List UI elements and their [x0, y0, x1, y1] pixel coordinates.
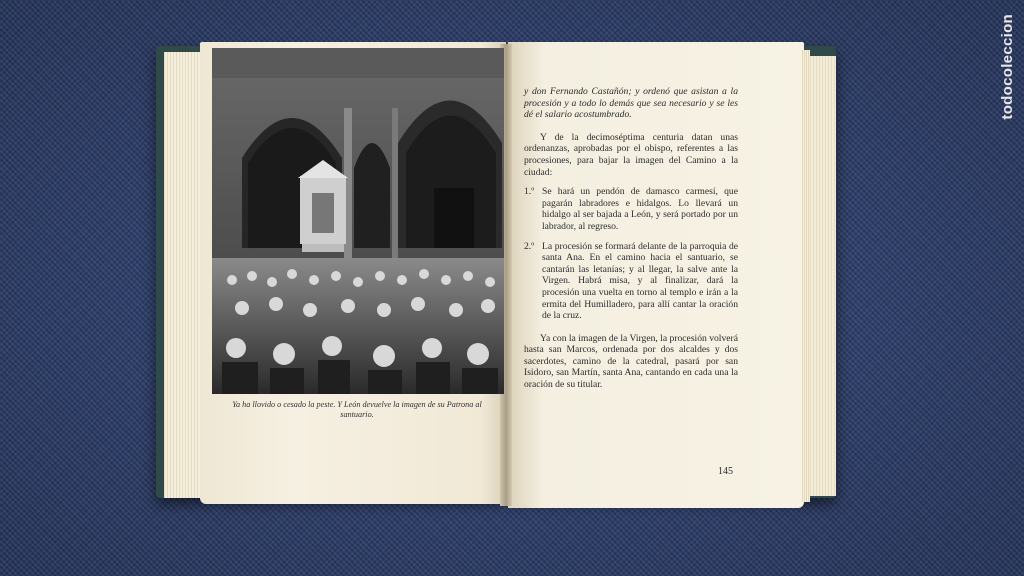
list-item	[524, 186, 738, 232]
page-number: 145	[718, 466, 733, 477]
list-item-text: Se hará un pendón de damasco carmesí, que pagarán labradores e hidalgos. Lo llevará un hidalgo al ser bajada a León, y será portado por un labrador, al regreso.	[542, 186, 738, 232]
photo-caption: Ya ha llovido o cesado la peste. Y León devuelve la imagen de su Patrona al santuario.	[232, 400, 482, 419]
watermark: todocoleccion	[999, 14, 1016, 120]
right-page-text	[524, 86, 738, 391]
cathedral-procession-photo	[212, 48, 504, 394]
list-item-number: 2.º	[524, 240, 535, 252]
list-item-number: 1.º	[524, 186, 535, 198]
book-page-edges-right	[808, 56, 836, 496]
list-item	[524, 241, 738, 322]
book-page-edges-left	[164, 52, 204, 498]
intro-paragraph: y don Fernando Castañón; y ordenó que asistan a la procesión y a todo lo demás que sea necesario y se les dé el salario acostumbrado.	[524, 86, 738, 121]
paragraph-procesion: Ya con la imagen de la Virgen, la procesión volverá hasta san Marcos, ordenada por dos alcaldes y dos sacerdotes, camino de la catedral, pasará por san Isidoro, san Martín, santa Ana, cantando en cada una la oración de su titular.	[524, 332, 738, 391]
list-item-text: La procesión se formará delante de la parroquia de santa Ana. En el camino hacia el santuario, se cantarán las letanías; y al llegar, la salve ante la Virgen. Habrá misa, y al finalizar, dará la procesión una vuelta en torno al templo e irán a la ermita del Humilladero, para allí cantar la oración de la cruz.	[542, 240, 738, 322]
paragraph-ordenanzas: Y de la decimoséptima centuria datan unas ordenanzas, aprobadas por el obispo, referentes a las procesiones, para bajar la imagen del Camino a la ciudad:	[524, 131, 738, 178]
book-page-stack	[802, 50, 810, 502]
